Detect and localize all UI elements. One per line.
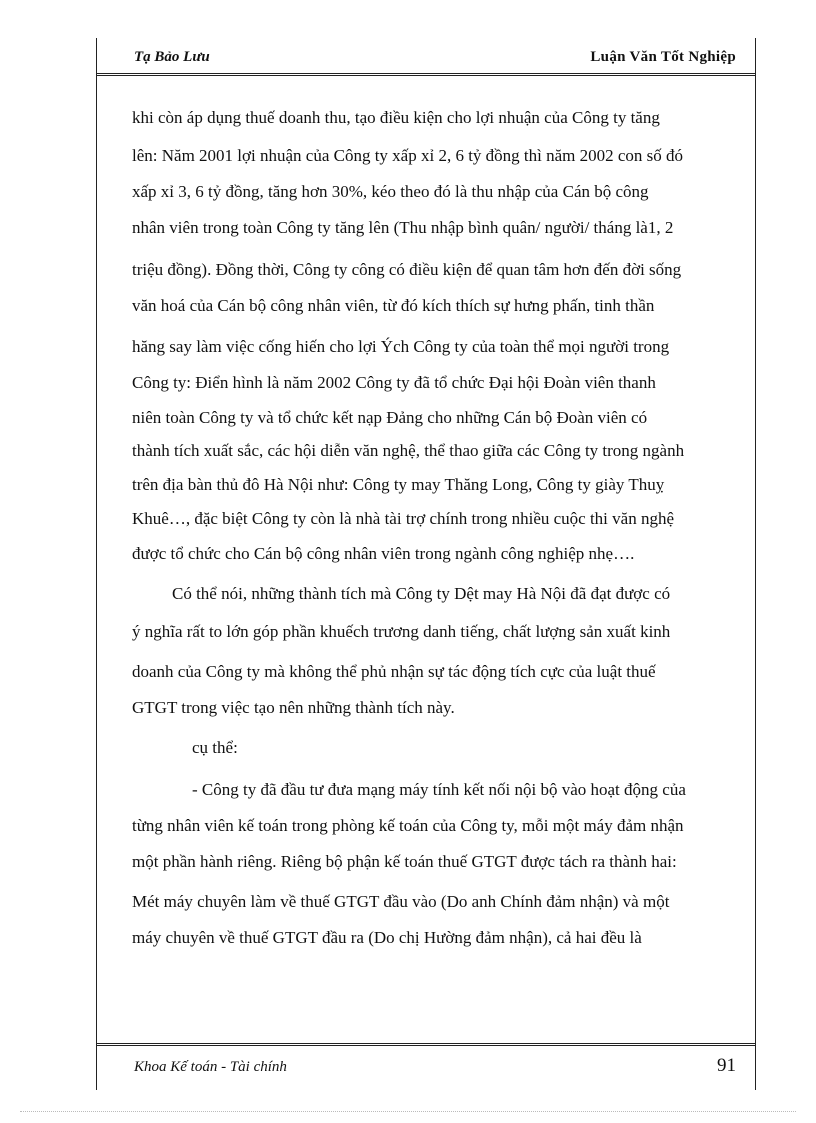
text-line: cụ thể: bbox=[192, 738, 238, 757]
page-number: 91 bbox=[717, 1055, 736, 1076]
text-line: từng nhân viên kế toán trong phòng kế toán của Công ty, mỗi một máy đảm nhận bbox=[132, 816, 684, 835]
text-line: nhân viên trong toàn Công ty tăng lên (Thu nhập bình quân/ người/ tháng là1, 2 bbox=[132, 218, 674, 237]
text-line: thành tích xuất sắc, các hội diễn văn nghệ, thể thao giữa các Công ty trong ngành bbox=[132, 441, 685, 460]
header-author: Tạ Bảo Lưu bbox=[134, 49, 210, 65]
text-line: doanh của Công ty mà không thể phủ nhận sự tác động tích cực của luật thuế bbox=[132, 662, 656, 681]
page-footer bbox=[96, 1043, 756, 1091]
text-line: Có thể nói, những thành tích mà Công ty Dệt may Hà Nội đã đạt được có bbox=[172, 584, 671, 603]
text-line: niên toàn Công ty và tổ chức kết nạp Đảng cho những Cán bộ Đoàn viên có bbox=[132, 408, 648, 427]
text-line: một phần hành riêng. Riêng bộ phận kế toán thuế GTGT được tách ra thành hai: bbox=[132, 852, 677, 871]
text-line: Công ty: Điển hình là năm 2002 Công ty đã tổ chức Đại hội Đoàn viên thanh bbox=[132, 373, 656, 392]
text-line: xấp xỉ 3, 6 tỷ đồng, tăng hơn 30%, kéo theo đó là thu nhập của Cán bộ công bbox=[132, 182, 649, 201]
text-line: máy chuyên về thuế GTGT đầu ra (Do chị Hường đảm nhận), cả hai đều là bbox=[132, 928, 642, 947]
text-line: GTGT trong việc tạo nên những thành tích này. bbox=[132, 698, 455, 717]
text-line: trên địa bàn thủ đô Hà Nội như: Công ty may Thăng Long, Công ty giày Thuỵ bbox=[132, 475, 665, 494]
page-edge-divider bbox=[20, 1111, 796, 1112]
text-line: triệu đồng). Đồng thời, Công ty công có điều kiện để quan tâm hơn đến đời sống bbox=[132, 260, 682, 279]
header-title: Luận Văn Tốt Nghiệp bbox=[590, 49, 736, 65]
text-line: lên: Năm 2001 lợi nhuận của Công ty xấp xỉ 2, 6 tỷ đồng thì năm 2002 con số đó bbox=[132, 146, 684, 165]
text-line: được tổ chức cho Cán bộ công nhân viên trong ngành công nghiệp nhẹ…. bbox=[132, 544, 635, 563]
footer-faculty: Khoa Kế toán - Tài chính bbox=[134, 1059, 287, 1075]
page-header bbox=[96, 38, 756, 76]
text-line: - Công ty đã đầu tư đưa mạng máy tính kết nối nội bộ vào hoạt động của bbox=[192, 780, 686, 799]
text-line: hăng say làm việc cống hiến cho lợi Ých Công ty của toàn thể mọi người trong bbox=[132, 337, 670, 356]
text-line: ý nghĩa rất to lớn góp phần khuếch trương danh tiếng, chất lượng sản xuất kinh bbox=[132, 622, 671, 641]
text-line: văn hoá của Cán bộ công nhân viên, từ đó kích thích sự hưng phấn, tinh thần bbox=[132, 296, 655, 315]
text-line: Mét máy chuyên làm về thuế GTGT đầu vào (Do anh Chính đảm nhận) và một bbox=[132, 892, 670, 911]
text-line: Khuê…, đặc biệt Công ty còn là nhà tài trợ chính trong nhiều cuộc thi văn nghệ bbox=[132, 509, 674, 528]
text-line: khi còn áp dụng thuế doanh thu, tạo điều kiện cho lợi nhuận của Công ty tăng bbox=[132, 108, 660, 127]
